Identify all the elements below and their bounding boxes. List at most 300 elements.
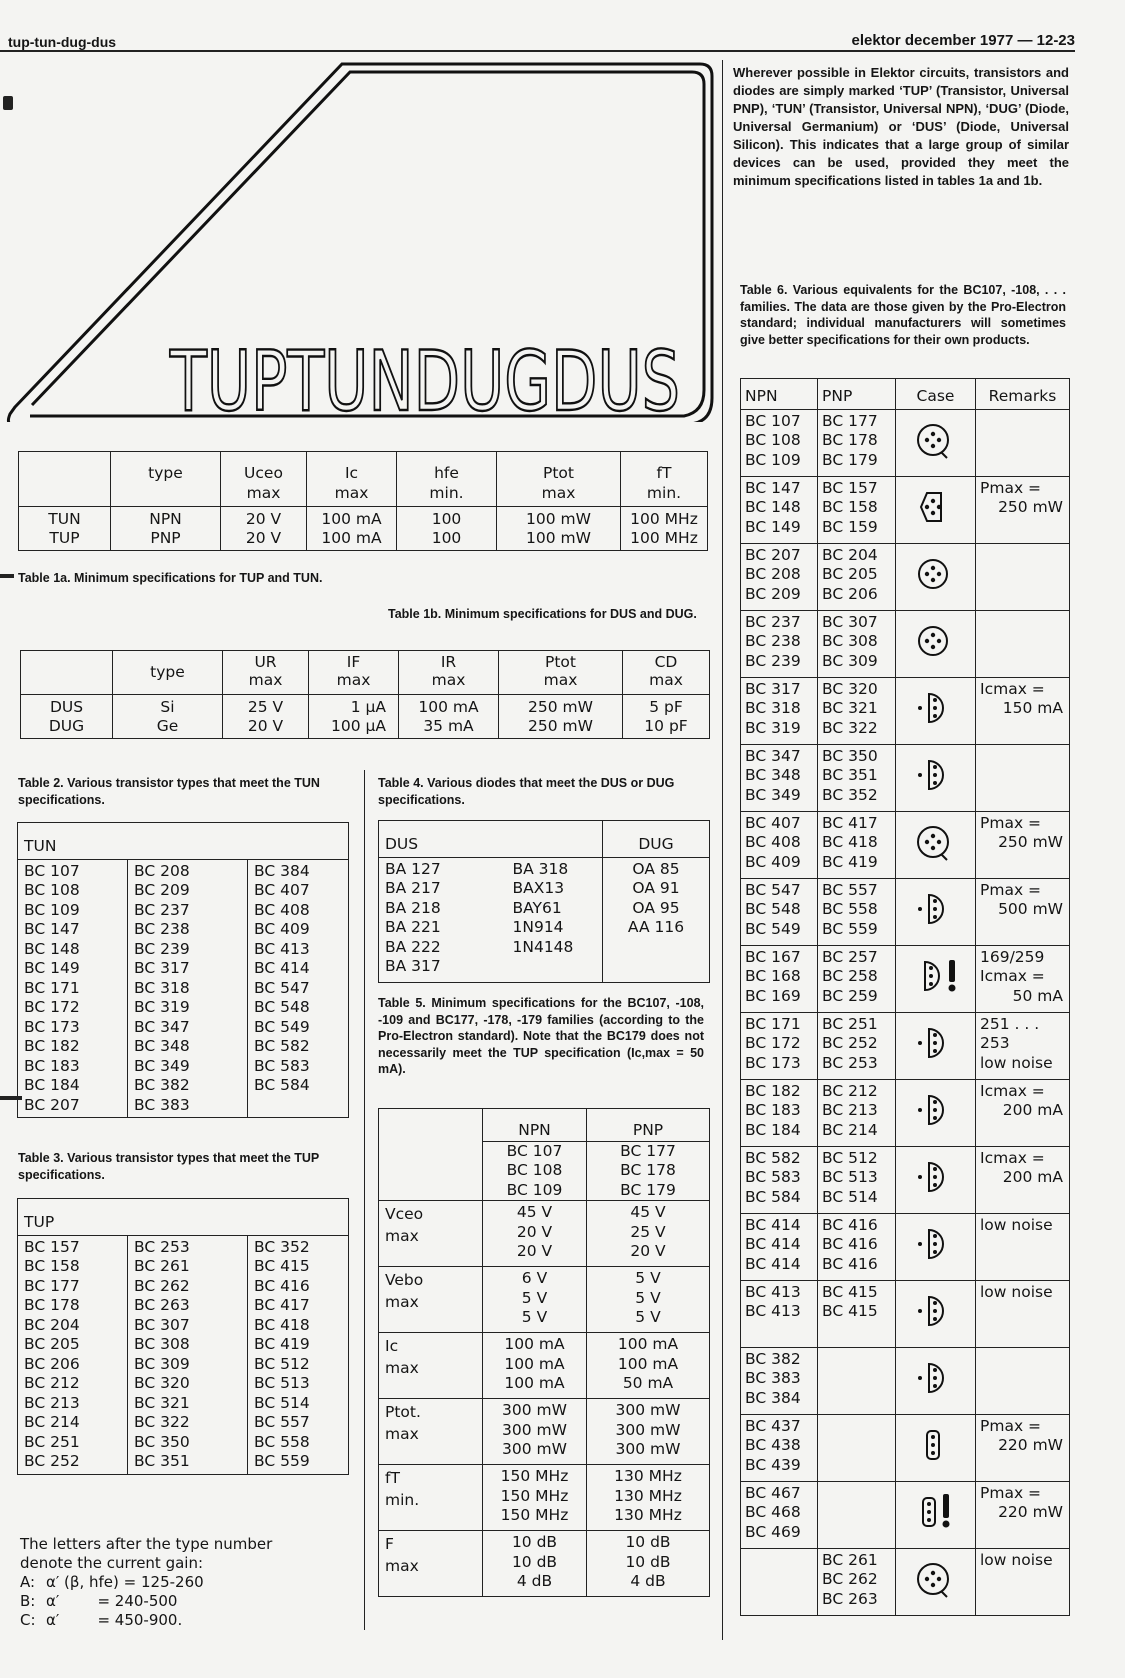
param-name: Ic [385, 1337, 399, 1355]
cell-value: BC 382 [745, 1349, 801, 1368]
cell-value: 5 V [521, 1308, 548, 1326]
cell-value: BC 309 [822, 651, 878, 670]
cell-value: BC 350 [822, 746, 878, 765]
list-item: BA 127 [385, 859, 441, 878]
list-item: BA 222 [385, 937, 441, 956]
cell-value: BC 204 [822, 545, 878, 564]
cell-value: 20 V [516, 1242, 553, 1260]
cell-value: BC 413 [745, 1282, 801, 1301]
list-item: BC 209 [134, 881, 190, 899]
transistor-case-icon [911, 682, 961, 740]
transistor-case-icon [911, 1151, 961, 1209]
table-row [379, 857, 710, 982]
cell-value: 100 mA [504, 1354, 565, 1373]
cell-value: BC 212 [822, 1081, 878, 1100]
cell-value: 100 mA [617, 1335, 679, 1353]
list-item: BAY61 [512, 898, 562, 917]
list-item: BC 213 [24, 1393, 80, 1412]
cell-value: 50 mA [622, 1374, 674, 1392]
list-item: BC 149 [24, 959, 80, 977]
cell-value: BC 514 [822, 1187, 878, 1206]
transistor-case-icon [911, 1285, 961, 1343]
list-item: BC 171 [24, 978, 80, 997]
cell-value: BC 183 [745, 1101, 801, 1119]
list-item: BC 351 [134, 1452, 190, 1470]
margin-mark [0, 1096, 22, 1100]
table-row [379, 1531, 710, 1597]
list-item: BC 307 [134, 1315, 190, 1334]
list-item: BC 208 [134, 861, 190, 880]
list-item: BC 308 [134, 1335, 190, 1353]
remark-line: low noise [980, 1215, 1053, 1234]
table-row [379, 1333, 710, 1399]
remark-line: 200 mA [1002, 1101, 1063, 1119]
cell-value: 130 MHz [614, 1467, 682, 1485]
transistor-case-icon [911, 1486, 961, 1544]
list-item: BC 512 [254, 1354, 310, 1373]
list-item: BC 182 [24, 1037, 80, 1055]
cell-value: BC 415 [822, 1302, 878, 1320]
param-name: F [385, 1535, 394, 1553]
list-item: BC 309 [134, 1354, 190, 1373]
list-item: BC 557 [254, 1413, 310, 1431]
list-item: BC 207 [24, 1095, 80, 1114]
cell-value: BC 438 [745, 1436, 801, 1454]
param-name: Vebo [385, 1271, 424, 1289]
cell-value: BC 262 [822, 1570, 878, 1588]
remark-line: Pmax = [980, 813, 1042, 832]
cell-value: BC 582 [745, 1148, 801, 1167]
cell-value: BC 239 [745, 651, 801, 670]
cell-value: BC 557 [822, 880, 878, 899]
gain-note [20, 1535, 272, 1630]
list-item: BC 262 [134, 1276, 190, 1295]
column-rule [364, 770, 365, 1630]
list-item: BC 147 [24, 920, 80, 938]
param-qualifier: max [385, 1424, 419, 1443]
transistor-case-icon [911, 1218, 961, 1276]
table-row [741, 409, 1070, 476]
transistor-case-icon [911, 883, 961, 941]
cell-value: BC 168 [745, 967, 801, 985]
list-item: OA 85 [632, 859, 680, 878]
cell-value: BC 167 [745, 947, 801, 966]
list-item: BC 582 [254, 1037, 310, 1055]
cell-value: BC 179 [620, 1180, 676, 1199]
table-row [741, 878, 1070, 945]
cell-value: BC 413 [745, 1302, 801, 1320]
cell-value: BC 178 [822, 431, 878, 449]
cell-value: BC 261 [822, 1550, 878, 1569]
list-item: BC 183 [24, 1056, 80, 1075]
list-item: BC 107 [24, 861, 80, 880]
list-item: BC 409 [254, 920, 310, 938]
cell-value: 100 mA [504, 1335, 565, 1353]
gain-intro: denote the current gain: [20, 1554, 204, 1572]
remark-line: low noise [980, 1550, 1053, 1569]
param-qualifier: max [385, 1292, 419, 1311]
cell-value: 150 MHz [500, 1486, 569, 1505]
cell-value: BC 319 [745, 718, 801, 737]
table-row [379, 1201, 710, 1267]
list-item: BC 237 [134, 900, 190, 919]
transistor-case-icon [911, 1419, 961, 1477]
cell-value: BC 206 [822, 584, 878, 603]
table-1b-caption: Table 1b. Minimum specifications for DUS and DUG. [388, 607, 697, 621]
gain-row [20, 1592, 272, 1611]
param-qualifier: max [385, 1556, 419, 1575]
cell-value: 300 mW [502, 1401, 567, 1419]
cell-value: BC 171 [745, 1014, 801, 1033]
cell-value: BC 317 [745, 679, 801, 698]
list-item: BC 261 [134, 1257, 190, 1275]
margin-mark [0, 574, 14, 578]
remark-line: Pmax = [980, 1483, 1042, 1502]
gain-range: α′ (β, hfe) = 125-260 [46, 1573, 204, 1591]
cell-value: BC 205 [822, 565, 878, 583]
remark-line: 500 mW [998, 900, 1063, 918]
margin-mark [3, 96, 13, 110]
cell-value: BC 177 [620, 1141, 676, 1160]
cell-value: BC 417 [822, 813, 878, 832]
list-item: BC 350 [134, 1432, 190, 1451]
cell-value: BC 513 [822, 1168, 878, 1186]
remark-line: 250 mW [998, 833, 1063, 851]
transistor-case-icon [911, 615, 961, 673]
cell-value: BC 238 [745, 632, 801, 650]
cell-value: BC 109 [506, 1180, 563, 1199]
list-item: BC 558 [254, 1432, 310, 1451]
remark-line: Icmax = [980, 1148, 1045, 1167]
cell-value: 4 dB [630, 1572, 666, 1590]
table-6-caption: Table 6. Various equivalents for the BC107, -108, . . . families. The data are those given by the Pro-Electron standard; individual manufacturers will sometimes give better specifications for their own products. [740, 283, 1066, 347]
list-item: BC 252 [24, 1452, 80, 1470]
param-name: Vceo [385, 1205, 424, 1223]
cell-value: BC 258 [822, 967, 878, 985]
transistor-case-icon [911, 1017, 961, 1075]
list-item: BC 319 [134, 998, 190, 1016]
cell-value: 300 mW [615, 1420, 681, 1439]
remark-line: 169/259 [980, 947, 1045, 966]
param-name: fT [385, 1469, 400, 1487]
transistor-case-icon [911, 1084, 961, 1142]
table-2 [17, 822, 349, 1118]
table-row [741, 1481, 1070, 1548]
remark-line: Pmax = [980, 1416, 1042, 1435]
issue-label: elektor december 1977 — 12-23 [851, 32, 1075, 49]
table-row: NPN PNP Case Remarks [741, 379, 1070, 410]
cell-value: BC 148 [745, 498, 801, 516]
table-row [379, 1465, 710, 1531]
list-item: BA 217 [385, 879, 441, 897]
cell-value: BC 320 [822, 679, 878, 698]
cell-value: BC 352 [822, 785, 878, 804]
list-item: BC 173 [24, 1017, 80, 1036]
list-item: BAX13 [512, 879, 565, 897]
cell-value: 150 MHz [500, 1467, 569, 1485]
list-item: BC 148 [24, 939, 80, 958]
list-item: BC 549 [254, 1017, 310, 1036]
cell-value: 150 MHz [500, 1506, 569, 1524]
list-item: BC 548 [254, 998, 310, 1016]
list-item: BC 172 [24, 998, 80, 1016]
transistor-case-icon [911, 749, 961, 807]
transistor-case-icon [911, 1352, 961, 1410]
cell-value: BC 147 [745, 478, 801, 497]
list-item: BA 317 [385, 957, 441, 975]
cell-value: 45 V [516, 1203, 553, 1221]
list-item: BC 352 [254, 1237, 310, 1256]
table-row: type Uceo Ic hfe Ptot fT [19, 452, 708, 485]
gain-letter: A: [20, 1573, 36, 1591]
cell-value: BC 547 [745, 880, 801, 899]
table-3 [17, 1198, 349, 1475]
cell-value: BC 416 [822, 1254, 878, 1273]
list-item: BC 238 [134, 920, 190, 938]
remark-line: 150 mA [1002, 699, 1063, 717]
list-item: BC 348 [134, 1037, 190, 1055]
cell-value: 10 dB [511, 1533, 558, 1551]
cell-value: BC 237 [745, 612, 801, 631]
remark-line: Icmax = [980, 679, 1045, 698]
table-row [741, 1079, 1070, 1146]
list-item: BC 239 [134, 939, 190, 958]
list-item: BC 184 [24, 1076, 80, 1094]
cell-value: BC 108 [506, 1161, 563, 1179]
list-item: BC 584 [254, 1076, 310, 1094]
cell-value: BC 169 [745, 986, 801, 1005]
list-item: BC 413 [254, 939, 310, 958]
remark-line: 200 mA [1002, 1168, 1063, 1186]
table-row [379, 1141, 710, 1201]
cell-value: BC 414 [745, 1254, 801, 1273]
cell-value: 25 V [630, 1222, 666, 1241]
list-item: OA 91 [632, 879, 680, 897]
list-item: BC 419 [254, 1335, 310, 1353]
cell-value: BC 407 [745, 813, 801, 832]
list-item: BC 157 [24, 1237, 80, 1256]
table-row: TUP [18, 1199, 349, 1236]
list-item: BC 177 [24, 1276, 80, 1295]
table-row [741, 811, 1070, 878]
cell-value: BC 583 [745, 1168, 801, 1186]
table-row [741, 1213, 1070, 1280]
list-item: BC 407 [254, 881, 310, 899]
table-1a [18, 451, 708, 551]
table-row [379, 1267, 710, 1333]
table-row [741, 610, 1070, 677]
cell-value: BC 418 [822, 833, 878, 851]
transistor-case-icon [911, 816, 961, 874]
cell-value: BC 208 [745, 565, 801, 583]
cell-value: BC 349 [745, 785, 801, 804]
table-3-caption: Table 3. Various transistor types that meet the TUP specifications. [18, 1151, 320, 1182]
list-item: BC 384 [254, 861, 310, 880]
table-row [741, 476, 1070, 543]
list-item: BC 206 [24, 1354, 80, 1373]
cell-value: BC 182 [745, 1081, 801, 1100]
list-item: BC 322 [134, 1413, 190, 1431]
cell-value: BC 173 [745, 1053, 801, 1072]
param-qualifier: min. [385, 1490, 420, 1509]
table-row [741, 543, 1070, 610]
cell-value: 20 V [630, 1242, 666, 1260]
list-item: BC 263 [134, 1296, 190, 1314]
list-item: BC 108 [24, 881, 80, 899]
cell-value: 300 mW [615, 1440, 681, 1458]
cell-value: BC 549 [745, 919, 801, 938]
cell-value: BC 253 [822, 1053, 878, 1072]
cell-value: BC 584 [745, 1187, 801, 1206]
cell-value: BC 416 [822, 1235, 878, 1253]
logo-text: TUPTUNDUGDUS [169, 333, 680, 422]
cell-value: 130 MHz [614, 1506, 682, 1524]
table-row: TUN TUP NPN PNP 20 V 20 V 100 mA 100 mA 100 100 100 mW 100 mW 100 MHz 100 MHz [19, 506, 708, 550]
list-item: BC 109 [24, 900, 80, 919]
cell-value: 100 mA [617, 1354, 679, 1373]
cell-value: BC 252 [822, 1034, 878, 1052]
table-1a-caption: Table 1a. Minimum specifications for TUP and TUN. [18, 571, 323, 585]
cell-value: BC 209 [745, 584, 801, 603]
cell-value: BC 172 [745, 1034, 801, 1052]
list-item: BC 559 [254, 1452, 310, 1470]
cell-value: BC 408 [745, 833, 801, 851]
cell-value: BC 107 [506, 1141, 563, 1160]
cell-value: 45 V [630, 1203, 666, 1221]
cell-value: BC 149 [745, 517, 801, 536]
table-4 [378, 820, 710, 983]
cell-value: BC 512 [822, 1148, 878, 1167]
table-2-caption: Table 2. Various transistor types that meet the TUN specifications. [18, 776, 320, 807]
remark-line: 250 mW [998, 498, 1063, 516]
list-item: BC 583 [254, 1056, 310, 1075]
cell-value: 5 V [635, 1308, 661, 1326]
list-item: BC 415 [254, 1257, 310, 1275]
cell-value: BC 322 [822, 718, 878, 737]
table-row: DUS DUG Si Ge 25 V 20 V 1 µA 100 µA 100 mA 35 mA 250 mW 250 mW 5 pF 10 pF [21, 695, 710, 739]
cell-value: BC 179 [822, 450, 878, 469]
cell-value: 300 mW [615, 1401, 681, 1419]
table-5-caption: Table 5. Minimum specifications for the BC107, -108, -109 and BC177, -178, -179 families (according to the Pro-Electron standard). Note that the BC179 does not necessarily meet the TUP specification (Ic,max = 50 mA). [378, 996, 704, 1076]
cell-value: 130 MHz [614, 1486, 682, 1505]
cell-value: BC 347 [745, 746, 801, 765]
param-qualifier: max [385, 1226, 419, 1245]
cell-value: BC 107 [745, 411, 801, 430]
cell-value: BC 558 [822, 900, 878, 918]
transistor-case-icon [911, 481, 961, 539]
cell-value: BC 321 [822, 699, 878, 717]
cell-value: BC 184 [745, 1120, 801, 1139]
cell-value: 300 mW [502, 1420, 567, 1439]
remark-line: Pmax = [980, 880, 1042, 899]
list-item: BC 414 [254, 959, 310, 977]
table-row [741, 1146, 1070, 1213]
cell-value: BC 318 [745, 699, 801, 717]
cell-value: BC 207 [745, 545, 801, 564]
cell-value: BC 159 [822, 517, 878, 536]
cell-value: 5 V [635, 1288, 661, 1307]
cell-value: BC 158 [822, 498, 878, 516]
cell-value: 6 V [521, 1269, 548, 1287]
cell-value: BC 416 [822, 1215, 878, 1234]
table-1b [20, 650, 710, 739]
cell-value: BC 251 [822, 1014, 878, 1033]
list-item: BC 204 [24, 1315, 80, 1334]
table-row [18, 859, 349, 1118]
table-row [741, 677, 1070, 744]
remark-line: 220 mW [998, 1503, 1063, 1521]
cell-value: BC 307 [822, 612, 878, 631]
table-row [741, 1414, 1070, 1481]
cell-value: BC 178 [620, 1161, 676, 1179]
cell-value: 20 V [516, 1222, 553, 1241]
list-item: OA 95 [632, 898, 680, 917]
cell-value: 100 mA [504, 1374, 565, 1392]
cell-value: BC 415 [822, 1282, 878, 1301]
list-item: BC 320 [134, 1374, 190, 1392]
remark-line: low noise [980, 1053, 1053, 1072]
list-item: BC 251 [24, 1432, 80, 1451]
list-item: BC 205 [24, 1335, 80, 1353]
section-label: tup-tun-dug-dus [8, 34, 117, 50]
cell-value: BC 351 [822, 766, 878, 784]
list-item: BC 321 [134, 1393, 190, 1412]
table-row [741, 744, 1070, 811]
cell-value: BC 157 [822, 478, 878, 497]
remark-line: Pmax = [980, 478, 1042, 497]
gain-letter: B: [20, 1592, 36, 1610]
cell-value: 5 V [635, 1269, 661, 1287]
cell-value: BC 409 [745, 852, 801, 871]
list-item: BC 158 [24, 1257, 80, 1275]
cell-value: BC 259 [822, 986, 878, 1005]
cell-value: 10 dB [511, 1552, 558, 1571]
cell-value: BC 384 [745, 1388, 801, 1407]
transistor-case-icon [911, 548, 961, 606]
tuptundugdus-logo [0, 62, 720, 422]
gain-range: α′ = 450-900. [46, 1611, 183, 1629]
list-item: 1N4148 [512, 937, 574, 956]
list-item: BC 317 [134, 959, 190, 977]
table-row: max max min. max min. [19, 484, 708, 506]
param-qualifier: max [385, 1358, 419, 1377]
cell-value: BC 468 [745, 1503, 801, 1521]
cell-value: BC 414 [745, 1235, 801, 1253]
cell-value: BC 214 [822, 1120, 878, 1139]
intro-paragraph: Wherever possible in Elektor circuits, transistors and diodes are simply marked ‘TUP’ (Transistor, Universal PNP), ‘TUN’ (Transistor, Universal NPN), ‘DUG’ (Diode, Universal Germanium) or ‘DUS’ (Diode, Universal Silicon). This indicates that a large group of similar devices can be used, provided they meet the minimum specifications listed in tables 1a and 1b. [733, 65, 1069, 188]
table-5 [378, 1108, 710, 1597]
cell-value: 10 dB [625, 1533, 671, 1551]
list-item: BC 253 [134, 1237, 190, 1256]
remark-line: Icmax = [980, 967, 1045, 985]
cell-value: BC 414 [745, 1215, 801, 1234]
list-item: BC 514 [254, 1393, 310, 1412]
list-item: BC 417 [254, 1296, 310, 1314]
list-item: BA 221 [385, 918, 441, 936]
cell-value: BC 437 [745, 1416, 801, 1435]
list-item: 1N914 [512, 918, 564, 936]
cell-value: BC 383 [745, 1369, 801, 1387]
gain-intro: The letters after the type number [20, 1535, 273, 1553]
table-row [741, 1347, 1070, 1414]
list-item: BC 318 [134, 978, 190, 997]
remark-line: low noise [980, 1282, 1053, 1301]
cell-value: BC 559 [822, 919, 878, 938]
list-item: BA 218 [385, 898, 441, 917]
list-item: BC 347 [134, 1017, 190, 1036]
header-rule [0, 50, 1075, 52]
list-item: BA 318 [512, 859, 569, 878]
